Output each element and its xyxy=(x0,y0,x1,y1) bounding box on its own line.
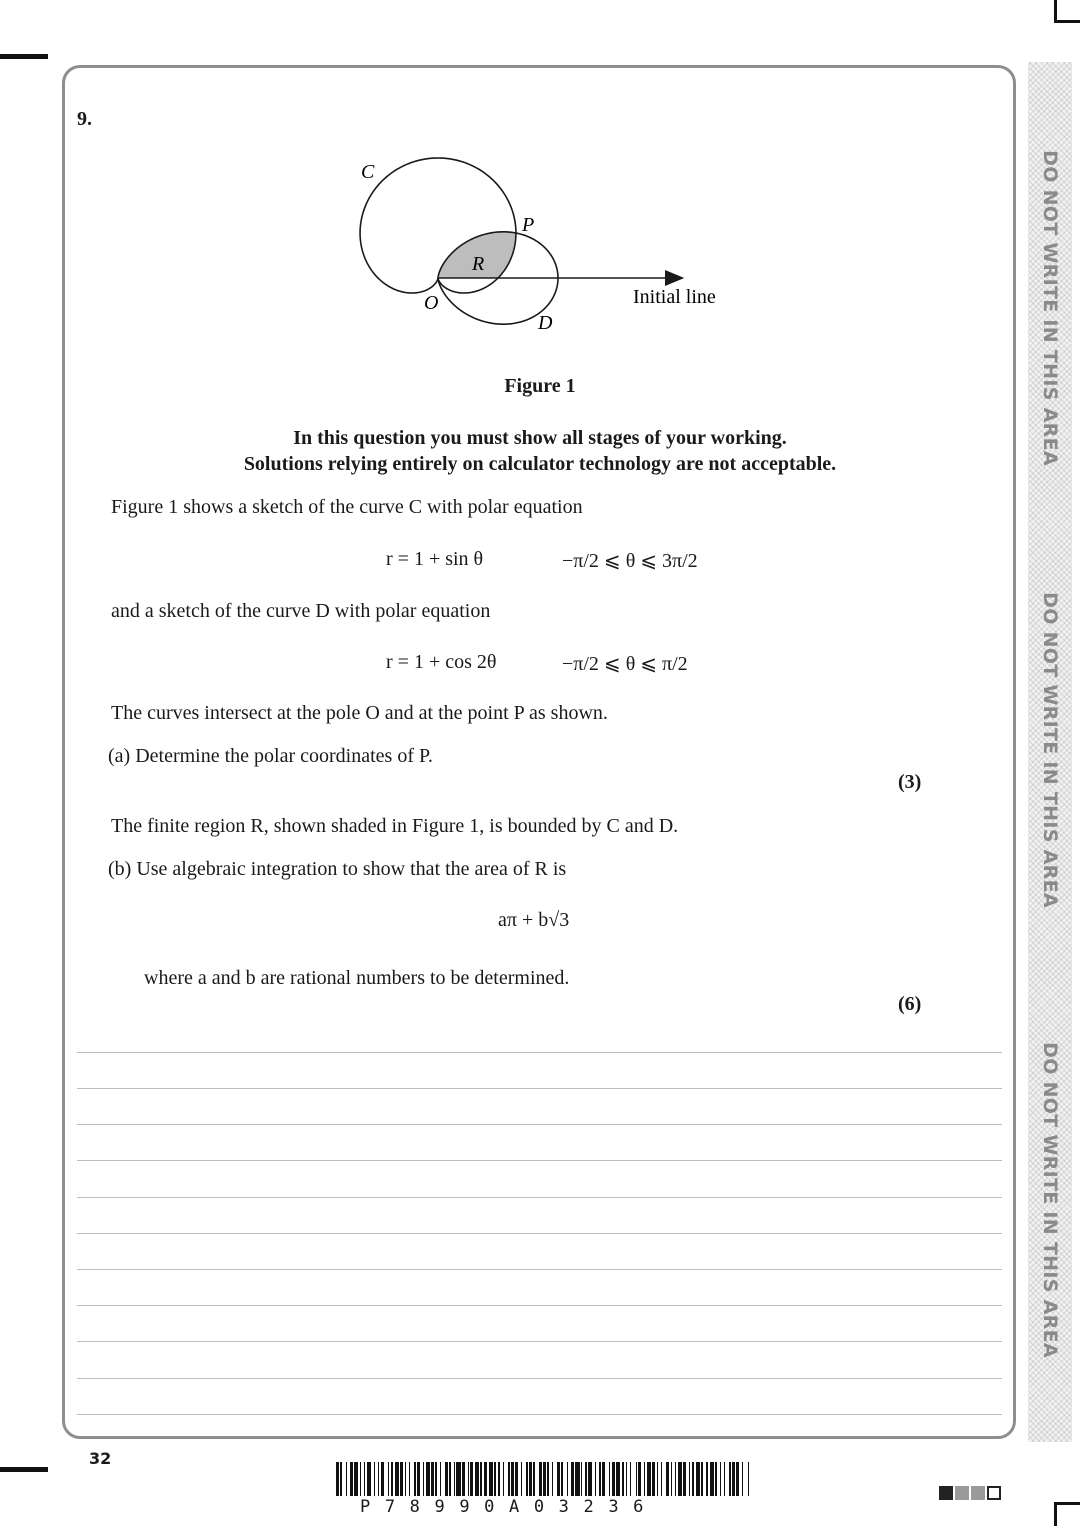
barcode-bar xyxy=(724,1462,725,1496)
page-square-2 xyxy=(955,1486,969,1500)
barcode-bar xyxy=(675,1462,676,1496)
figure-1 xyxy=(0,0,1080,360)
barcode-bar xyxy=(388,1462,389,1496)
barcode-bar xyxy=(470,1462,473,1496)
part-b-text: (b) Use algebraic integration to show that the area of R is xyxy=(108,858,567,880)
area-expression: aπ + b√3 xyxy=(498,909,570,931)
barcode-bar xyxy=(494,1462,495,1496)
barcode-bar xyxy=(381,1462,384,1496)
question-number: 9. xyxy=(77,108,92,130)
barcode-bar xyxy=(736,1462,739,1496)
equation-C: r = 1 + sin θ xyxy=(386,548,484,570)
barcode-bar xyxy=(526,1462,527,1496)
barcode-text: P78990A03236 xyxy=(360,1497,659,1517)
barcode-bar xyxy=(440,1462,441,1496)
barcode-bar xyxy=(529,1462,532,1496)
barcode-bar xyxy=(602,1462,605,1496)
barcode-bar xyxy=(692,1462,695,1496)
barcode-bar xyxy=(449,1462,450,1496)
instruction-line-1: In this question you must show all stages of your working. xyxy=(293,427,787,449)
barcode-bar xyxy=(340,1462,341,1496)
intro-curve-D: and a sketch of the curve D with polar equation xyxy=(111,600,491,622)
barcode-bar xyxy=(395,1462,399,1496)
barcode-bar xyxy=(391,1462,394,1496)
barcode-bar xyxy=(706,1462,709,1496)
barcode-bar xyxy=(557,1462,560,1496)
instruction-line-2: Solutions relying entirely on calculator technology are not acceptable. xyxy=(243,453,837,475)
initial-line-label: Initial line xyxy=(633,286,716,308)
barcode-bar xyxy=(503,1462,504,1496)
barcode-bar xyxy=(689,1462,690,1496)
barcode-bar xyxy=(336,1462,339,1496)
barcode-bar xyxy=(696,1462,700,1496)
barcode-bar xyxy=(360,1462,361,1496)
barcode-bar xyxy=(539,1462,542,1496)
barcode-bar xyxy=(508,1462,509,1496)
barcode-bar xyxy=(585,1462,586,1496)
barcode-bar xyxy=(567,1462,568,1496)
barcode-bar xyxy=(609,1462,610,1496)
barcode-bar xyxy=(581,1462,582,1496)
label-P: P xyxy=(522,214,535,236)
page-square-1 xyxy=(939,1486,953,1500)
barcode-bar xyxy=(626,1462,627,1496)
barcode-bar xyxy=(498,1462,499,1496)
barcode-bar xyxy=(462,1462,465,1496)
barcode-bar xyxy=(715,1462,716,1496)
barcode-bar xyxy=(409,1462,410,1496)
barcode-bar xyxy=(414,1462,415,1496)
barcode-bar xyxy=(350,1462,353,1496)
barcode-bar xyxy=(599,1462,600,1496)
page-number: 32 xyxy=(89,1449,112,1468)
barcode-bar xyxy=(552,1462,553,1496)
barcode-bar xyxy=(732,1462,735,1496)
intersection-text: The curves intersect at the pole O and at the point P as shown. xyxy=(111,702,608,724)
barcode-bar xyxy=(683,1462,686,1496)
intro-curve-C: Figure 1 shows a sketch of the curve C with polar equation xyxy=(111,496,583,518)
label-R: R xyxy=(472,253,485,275)
barcode-bar xyxy=(588,1462,592,1496)
barcode-bar xyxy=(484,1462,487,1496)
barcode-bar xyxy=(575,1462,579,1496)
barcode-bar xyxy=(445,1462,448,1496)
barcode-bar xyxy=(475,1462,479,1496)
crop-mark-bottom-right-h xyxy=(1054,1502,1080,1505)
label-D: D xyxy=(538,312,553,334)
barcode-bar xyxy=(364,1462,365,1496)
barcode-bar xyxy=(666,1462,669,1496)
barcode-bar xyxy=(417,1462,420,1496)
figure-caption: Figure 1 xyxy=(504,375,576,397)
barcode-bar xyxy=(354,1462,358,1496)
barcode-bar xyxy=(595,1462,596,1496)
barcode-bar xyxy=(378,1462,379,1496)
barcode-bar xyxy=(480,1462,481,1496)
barcode-bar xyxy=(748,1462,749,1496)
barcode-bar xyxy=(423,1462,424,1496)
barcode-bar xyxy=(515,1462,518,1496)
barcode-bar xyxy=(710,1462,714,1496)
page-square-4 xyxy=(987,1486,1001,1500)
barcode-bar xyxy=(622,1462,625,1496)
part-b-marks: (6) xyxy=(898,993,922,1015)
barcode-bar xyxy=(612,1462,615,1496)
barcode-bar xyxy=(720,1462,721,1496)
barcode-bar xyxy=(346,1462,347,1496)
barcode-bar xyxy=(661,1462,662,1496)
barcode-bar xyxy=(367,1462,371,1496)
barcode-bar xyxy=(489,1462,493,1496)
barcode-bar xyxy=(630,1462,631,1496)
barcode-bar xyxy=(543,1462,546,1496)
barcode-bar xyxy=(374,1462,375,1496)
barcode-bar xyxy=(456,1462,460,1496)
barcode-bar xyxy=(636,1462,637,1496)
barcode xyxy=(336,1462,750,1496)
barcode-bar xyxy=(435,1462,436,1496)
where-text: where a and b are rational numbers to be determined. xyxy=(144,967,570,989)
barcode-bar xyxy=(678,1462,682,1496)
barcode-bar xyxy=(468,1462,469,1496)
barcode-bar xyxy=(616,1462,620,1496)
label-C: C xyxy=(361,161,375,183)
barcode-bar xyxy=(547,1462,548,1496)
barcode-bar xyxy=(511,1462,514,1496)
range-D: −π/2 ⩽ θ ⩽ π/2 xyxy=(562,653,688,675)
barcode-bar xyxy=(431,1462,434,1496)
part-a-text: (a) Determine the polar coordinates of P. xyxy=(108,745,433,767)
barcode-bar xyxy=(400,1462,403,1496)
barcode-bar xyxy=(644,1462,645,1496)
barcode-bar xyxy=(405,1462,406,1496)
barcode-bar xyxy=(652,1462,655,1496)
barcode-bar xyxy=(671,1462,672,1496)
barcode-bar xyxy=(521,1462,522,1496)
barcode-bar xyxy=(742,1462,743,1496)
barcode-bar xyxy=(701,1462,702,1496)
crop-mark-bottom-left xyxy=(0,1467,48,1472)
barcode-bar xyxy=(729,1462,730,1496)
barcode-bar xyxy=(561,1462,562,1496)
barcode-bar xyxy=(638,1462,641,1496)
region-text: The finite region R, shown shaded in Figure 1, is bounded by C and D. xyxy=(111,815,679,837)
range-C: −π/2 ⩽ θ ⩽ 3π/2 xyxy=(562,550,698,572)
barcode-bar xyxy=(657,1462,658,1496)
barcode-bar xyxy=(533,1462,534,1496)
barcode-bar xyxy=(571,1462,574,1496)
equation-D: r = 1 + cos 2θ xyxy=(386,651,497,673)
crop-mark-bottom-right xyxy=(1054,1502,1057,1526)
label-O: O xyxy=(424,292,439,314)
barcode-bar xyxy=(426,1462,430,1496)
barcode-bar xyxy=(454,1462,455,1496)
part-a-marks: (3) xyxy=(898,771,922,793)
barcode-bar xyxy=(647,1462,651,1496)
page-square-3 xyxy=(971,1486,985,1500)
